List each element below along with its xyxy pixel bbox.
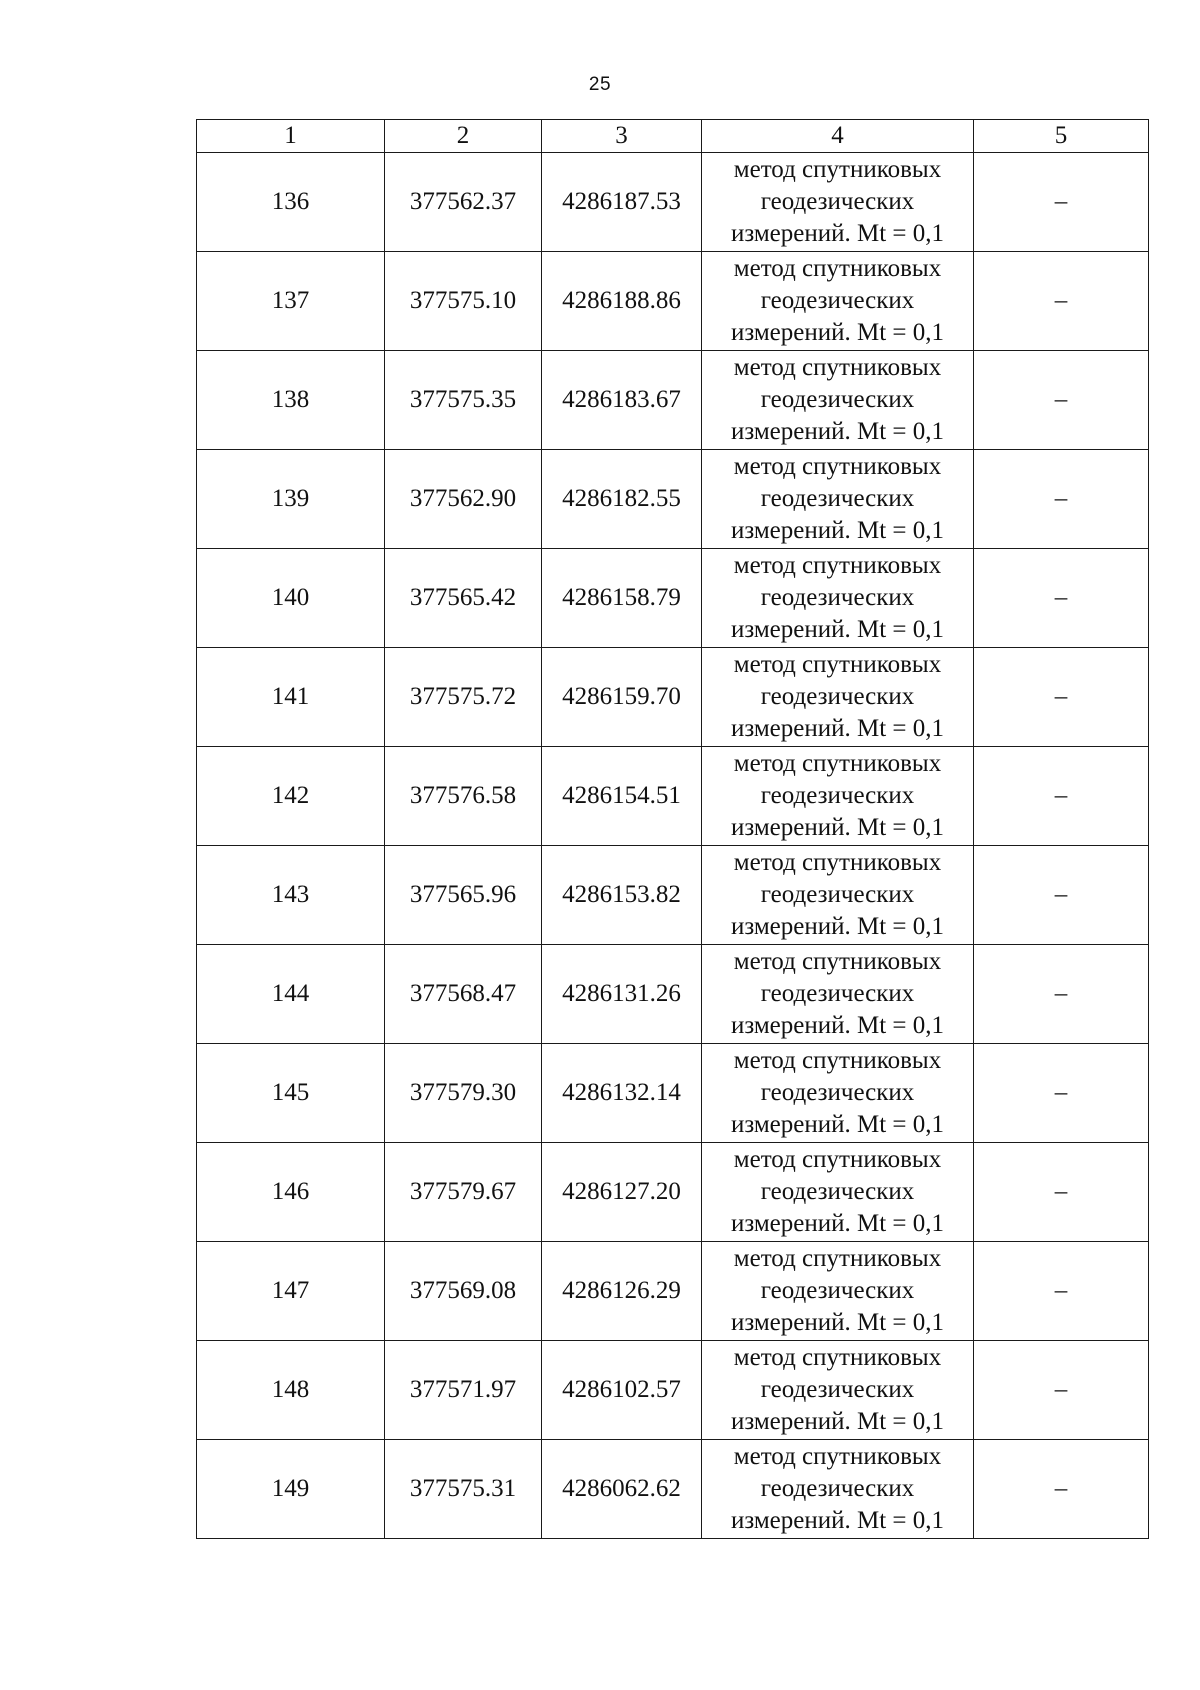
note-cell: – <box>974 1044 1149 1143</box>
table-row <box>197 1143 1149 1242</box>
note-cell: – <box>974 747 1149 846</box>
point-id-cell: 140 <box>197 549 385 648</box>
header-col-3: 3 <box>542 120 702 153</box>
point-id-cell: 142 <box>197 747 385 846</box>
x-coordinate-cell: 377565.96 <box>385 846 542 945</box>
header-col-1: 1 <box>197 120 385 153</box>
table-row <box>197 1242 1149 1341</box>
method-line: измерений. Mt = 0,1 <box>730 517 945 544</box>
note-cell: – <box>974 1242 1149 1341</box>
method-line: метод спутниковых <box>733 849 942 876</box>
method-line: измерений. Mt = 0,1 <box>730 319 945 346</box>
method-cell <box>702 648 974 747</box>
point-id-cell: 149 <box>197 1440 385 1539</box>
method-line: геодезических <box>760 584 915 611</box>
method-line: измерений. Mt = 0,1 <box>730 913 945 940</box>
method-line: метод спутниковых <box>733 1443 942 1470</box>
method-line: измерений. Mt = 0,1 <box>730 1111 945 1138</box>
header-col-4: 4 <box>702 120 974 153</box>
table-body <box>197 153 1149 1539</box>
method-line: измерений. Mt = 0,1 <box>730 220 945 247</box>
page-number: 25 <box>588 74 612 95</box>
x-coordinate-cell: 377575.10 <box>385 252 542 351</box>
method-line: геодезических <box>760 1376 915 1403</box>
method-cell <box>702 1440 974 1539</box>
method-line: геодезических <box>760 1277 915 1304</box>
point-id-cell: 143 <box>197 846 385 945</box>
x-coordinate-cell: 377575.31 <box>385 1440 542 1539</box>
header-col-5: 5 <box>974 120 1149 153</box>
method-cell <box>702 351 974 450</box>
y-coordinate-cell: 4286127.20 <box>542 1143 702 1242</box>
method-cell <box>702 1341 974 1440</box>
method-line: измерений. Mt = 0,1 <box>730 715 945 742</box>
method-line: метод спутниковых <box>733 156 942 183</box>
y-coordinate-cell: 4286159.70 <box>542 648 702 747</box>
y-coordinate-cell: 4286126.29 <box>542 1242 702 1341</box>
method-line: измерений. Mt = 0,1 <box>730 1507 945 1534</box>
note-cell: – <box>974 549 1149 648</box>
note-cell: – <box>974 1143 1149 1242</box>
x-coordinate-cell: 377579.67 <box>385 1143 542 1242</box>
method-cell <box>702 945 974 1044</box>
method-line: измерений. Mt = 0,1 <box>730 616 945 643</box>
x-coordinate-cell: 377575.35 <box>385 351 542 450</box>
y-coordinate-cell: 4286132.14 <box>542 1044 702 1143</box>
x-coordinate-cell: 377579.30 <box>385 1044 542 1143</box>
table-row <box>197 252 1149 351</box>
table-row <box>197 153 1149 252</box>
note-cell: – <box>974 1440 1149 1539</box>
method-cell <box>702 1143 974 1242</box>
x-coordinate-cell: 377569.08 <box>385 1242 542 1341</box>
point-id-cell: 136 <box>197 153 385 252</box>
method-line: геодезических <box>760 881 915 908</box>
method-line: измерений. Mt = 0,1 <box>730 1309 945 1336</box>
header-col-2: 2 <box>385 120 542 153</box>
y-coordinate-cell: 4286154.51 <box>542 747 702 846</box>
method-cell <box>702 1242 974 1341</box>
method-line: геодезических <box>760 683 915 710</box>
method-line: геодезических <box>760 1475 915 1502</box>
method-line: метод спутниковых <box>733 354 942 381</box>
method-line: геодезических <box>760 782 915 809</box>
y-coordinate-cell: 4286102.57 <box>542 1341 702 1440</box>
method-line: измерений. Mt = 0,1 <box>730 1210 945 1237</box>
point-id-cell: 148 <box>197 1341 385 1440</box>
method-line: метод спутниковых <box>733 1344 942 1371</box>
method-cell <box>702 1044 974 1143</box>
method-line: геодезических <box>760 1079 915 1106</box>
note-cell: – <box>974 846 1149 945</box>
note-cell: – <box>974 648 1149 747</box>
method-line: геодезических <box>760 485 915 512</box>
method-cell <box>702 549 974 648</box>
method-cell <box>702 450 974 549</box>
point-id-cell: 137 <box>197 252 385 351</box>
method-line: измерений. Mt = 0,1 <box>730 1012 945 1039</box>
method-cell <box>702 747 974 846</box>
note-cell: – <box>974 252 1149 351</box>
table-row <box>197 1341 1149 1440</box>
method-line: метод спутниковых <box>733 1047 942 1074</box>
method-line: геодезических <box>760 980 915 1007</box>
method-line: геодезических <box>760 188 915 215</box>
table-row <box>197 648 1149 747</box>
x-coordinate-cell: 377568.47 <box>385 945 542 1044</box>
note-cell: – <box>974 153 1149 252</box>
table-row <box>197 747 1149 846</box>
table-row <box>197 351 1149 450</box>
method-line: измерений. Mt = 0,1 <box>730 1408 945 1435</box>
x-coordinate-cell: 377571.97 <box>385 1341 542 1440</box>
method-line: измерений. Mt = 0,1 <box>730 814 945 841</box>
note-cell: – <box>974 351 1149 450</box>
method-line: метод спутниковых <box>733 1146 942 1173</box>
point-id-cell: 147 <box>197 1242 385 1341</box>
method-cell <box>702 846 974 945</box>
method-line: геодезических <box>760 1178 915 1205</box>
y-coordinate-cell: 4286188.86 <box>542 252 702 351</box>
table-row <box>197 945 1149 1044</box>
y-coordinate-cell: 4286153.82 <box>542 846 702 945</box>
table-header <box>197 120 1149 153</box>
method-cell <box>702 252 974 351</box>
y-coordinate-cell: 4286158.79 <box>542 549 702 648</box>
method-line: измерений. Mt = 0,1 <box>730 418 945 445</box>
table-row <box>197 846 1149 945</box>
method-line: метод спутниковых <box>733 651 942 678</box>
y-coordinate-cell: 4286187.53 <box>542 153 702 252</box>
point-id-cell: 144 <box>197 945 385 1044</box>
x-coordinate-cell: 377562.37 <box>385 153 542 252</box>
table-row <box>197 549 1149 648</box>
y-coordinate-cell: 4286183.67 <box>542 351 702 450</box>
note-cell: – <box>974 1341 1149 1440</box>
table-row <box>197 1440 1149 1539</box>
table-row <box>197 450 1149 549</box>
method-line: метод спутниковых <box>733 453 942 480</box>
y-coordinate-cell: 4286062.62 <box>542 1440 702 1539</box>
table-row <box>197 1044 1149 1143</box>
method-cell <box>702 153 974 252</box>
note-cell: – <box>974 450 1149 549</box>
method-line: геодезических <box>760 386 915 413</box>
point-id-cell: 145 <box>197 1044 385 1143</box>
point-id-cell: 138 <box>197 351 385 450</box>
x-coordinate-cell: 377575.72 <box>385 648 542 747</box>
y-coordinate-cell: 4286131.26 <box>542 945 702 1044</box>
x-coordinate-cell: 377576.58 <box>385 747 542 846</box>
point-id-cell: 146 <box>197 1143 385 1242</box>
method-line: метод спутниковых <box>733 552 942 579</box>
note-cell: – <box>974 945 1149 1044</box>
method-line: геодезических <box>760 287 915 314</box>
method-line: метод спутниковых <box>733 750 942 777</box>
point-id-cell: 139 <box>197 450 385 549</box>
y-coordinate-cell: 4286182.55 <box>542 450 702 549</box>
point-id-cell: 141 <box>197 648 385 747</box>
coordinates-table <box>196 119 1149 1539</box>
method-line: метод спутниковых <box>733 255 942 282</box>
method-line: метод спутниковых <box>733 1245 942 1272</box>
x-coordinate-cell: 377565.42 <box>385 549 542 648</box>
method-line: метод спутниковых <box>733 948 942 975</box>
x-coordinate-cell: 377562.90 <box>385 450 542 549</box>
header-row <box>197 120 1149 153</box>
